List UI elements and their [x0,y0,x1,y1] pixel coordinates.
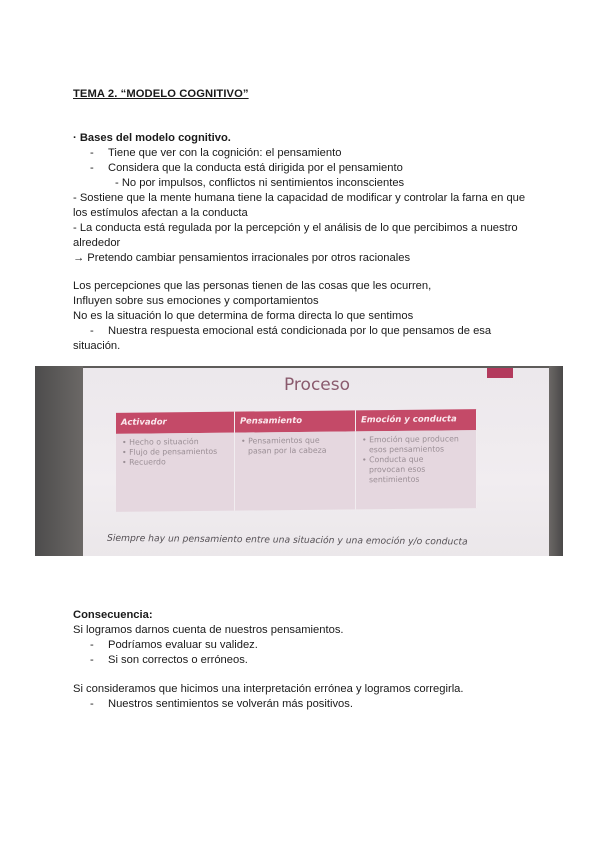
paragraph-line: Los percepciones que las personas tienen de las cosas que les ocurren, [73,280,432,292]
slide-accent-tab [487,368,513,378]
paragraph-line: Si consideramos que hicimos una interpretación errónea y logramos corregirla. [73,683,464,695]
paragraph-line: No es la situación lo que determina de forma directa lo que sentimos [73,310,414,322]
dash-marker: - [90,162,94,174]
section-heading-bases: · Bases del modelo cognitivo. [73,132,231,144]
cell-line: esos pensamientos [369,444,445,455]
header-pensamiento: Pensamiento [235,410,356,432]
document-title: TEMA 2. “MODELO COGNITIVO” [73,88,249,100]
bullet-text: Nuestra respuesta emocional está condicionada por lo que pensamos de esa [108,325,492,337]
dash-marker: - [90,698,94,710]
cell-line: • Emoción que producen [362,434,459,445]
cell-line: pasan por la cabeza [248,445,327,456]
slide-footer: Siempre hay un pensamiento entre una situación y una emoción y/o conducta [106,532,468,548]
cell-line: sentimientos [369,474,420,485]
cell-activador [116,433,235,512]
cell-line: • Flujo de pensamientos [122,446,218,457]
paragraph-line: Influyen sobre sus emociones y comportamientos [73,295,319,307]
cell-line: provocan esos [369,464,426,475]
section-heading-consecuencia: Consecuencia: [73,609,153,621]
header-emocion: Emoción y conducta [356,409,477,431]
bullet-text: Nuestros sentimientos se volverán más positivos. [108,698,353,710]
paragraph-line: situación. [73,340,121,352]
dash-marker: - [90,147,94,159]
bullet-text: Tiene que ver con la cognición: el pensamiento [108,147,342,159]
paragraph-line: Si logramos darnos cuenta de nuestros pensamientos. [73,624,344,636]
paragraph-line: - Sostiene que la mente humana tiene la capacidad de modificar y controlar la farna en que [73,192,526,204]
paragraph-line: los estímulos afectan a la conducta [73,207,248,219]
sub-bullet: - No por impulsos, conflictos ni sentimientos inconscientes [115,177,405,189]
paragraph-line: - La conducta está regulada por la percepción y el análisis de lo que percibimos a nuestro [73,222,518,234]
cell-pensamiento [235,431,356,510]
paragraph-line: alrededor [73,237,121,249]
bullet-text: Considera que la conducta está dirigida por el pensamiento [108,162,403,174]
arrow-line: → Pretendo cambiar pensamientos irracionales por otros racionales [73,252,411,264]
slide-photo [35,366,563,556]
slide-title: Proceso [283,375,351,395]
dash-marker: - [90,639,94,651]
cell-line: • Hecho o situación [122,437,199,447]
cell-line: • Recuerdo [122,457,166,467]
photo-edge-right [549,366,563,556]
header-activador: Activador [116,412,235,434]
projected-slide [83,368,551,556]
bullet-text: Si son correctos o erróneos. [108,654,248,666]
bullet-text: Podríamos evaluar su validez. [108,639,258,651]
process-table [116,409,477,512]
photo-edge-left [35,366,83,556]
cell-line: • Conducta que [362,454,424,465]
dash-marker: - [90,654,94,666]
cell-emocion [356,430,477,509]
cell-line: • Pensamientos que [241,435,320,446]
dash-marker: - [90,325,94,337]
